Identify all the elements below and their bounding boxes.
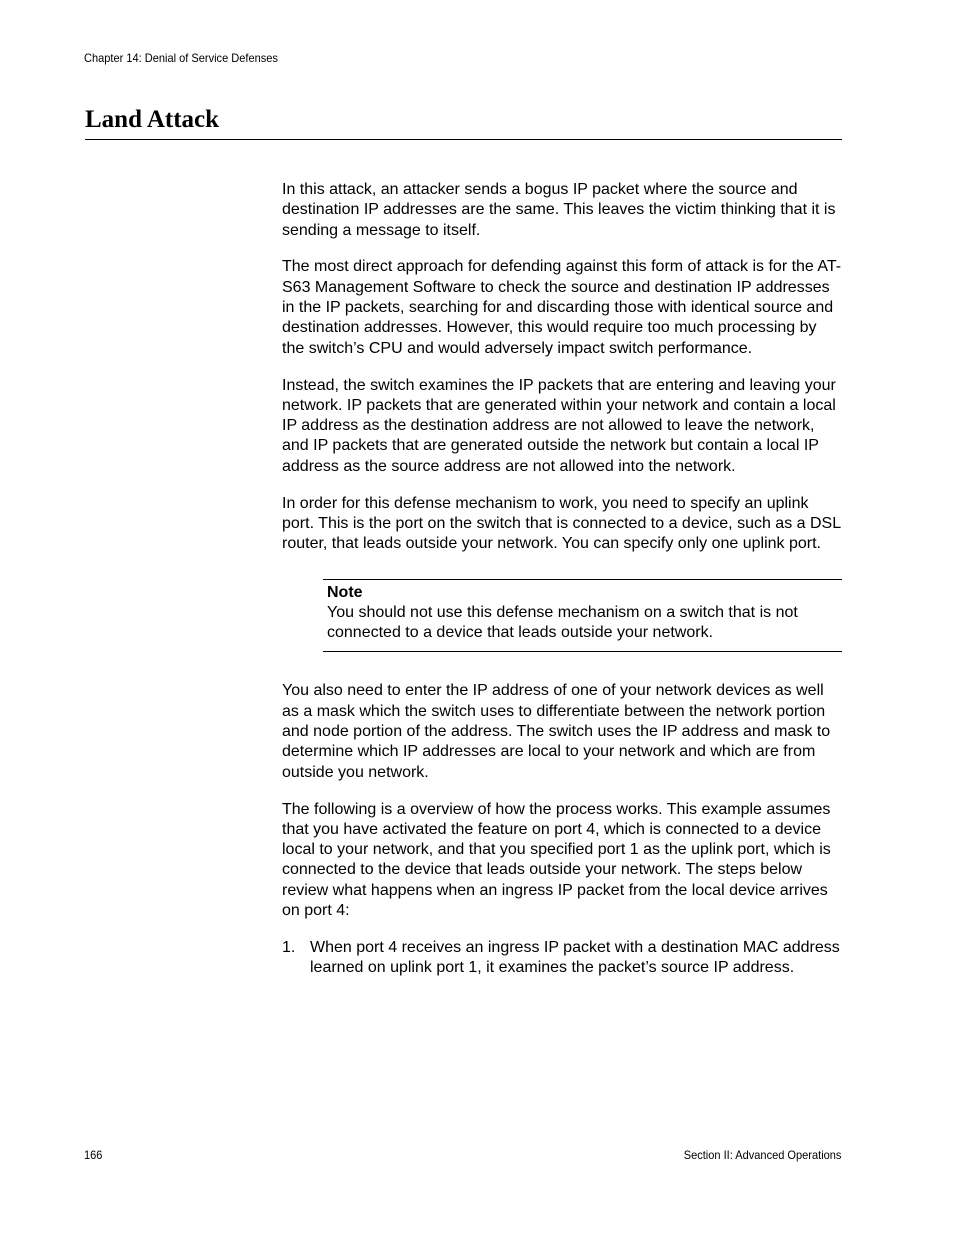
step-text: When port 4 receives an ingress IP packet with a destination MAC address learned on uplink port 1, it examines the packet’s source IP address. (310, 938, 840, 977)
title-rule (85, 139, 842, 140)
list-item (282, 938, 842, 979)
body-column (282, 180, 842, 978)
paragraph: You also need to enter the IP address of one of your network devices as well as a mask which the switch uses to differentiate between the network portion and node portion of the address. The switch uses the IP address and mask to determine which IP addresses are local to your network and which are from outside you network. (282, 682, 831, 781)
paragraph: The following is a overview of how the process works. This example assumes that you have activated the feature on port 4, which is connected to a device local to your network, and that you specified port 1 as the uplink port, which is connected to the device that leads outside your network. The steps below review what happens when an ingress IP packet from the local device arrives on port 4: (282, 800, 831, 919)
paragraph: In this attack, an attacker sends a bogus IP packet where the source and destination IP addresses are the same. This leaves the victim thinking that it is sending a message to itself. (282, 181, 836, 239)
paragraph: The most direct approach for defending against this form of attack is for the AT-S63 Management Software to check the source and destination IP addresses in the IP packets, searching for and discarding those with identical source and destination addresses. However, this would require too much processing by the switch’s CPU and would adversely impact switch performance. (282, 258, 842, 357)
step-number: 1. (282, 938, 296, 956)
note-label: Note (327, 583, 363, 601)
page-number: 166 (84, 1148, 103, 1162)
note-text: You should not use this defense mechanism on a switch that is not connected to a device that leads outside your network. (327, 603, 798, 642)
paragraph: Instead, the switch examines the IP packets that are entering and leaving your network. IP packets that are generated within your network and contain a local IP address as the destination address are not allowed to leave the network, and IP packets that are generated outside the network but contain a local IP address as the source address are not allowed into the network. (282, 376, 836, 475)
running-header: Chapter 14: Denial of Service Defenses (84, 51, 278, 65)
paragraph: In order for this defense mechanism to work, you need to specify an uplink port. This is the port on the switch that is connected to a device, such as a DSL router, that leads outside your network. You can specify only one uplink port. (282, 494, 841, 553)
note-box (323, 579, 842, 653)
running-footer: Section II: Advanced Operations (683, 1148, 841, 1162)
section-title: Land Attack (85, 106, 220, 133)
